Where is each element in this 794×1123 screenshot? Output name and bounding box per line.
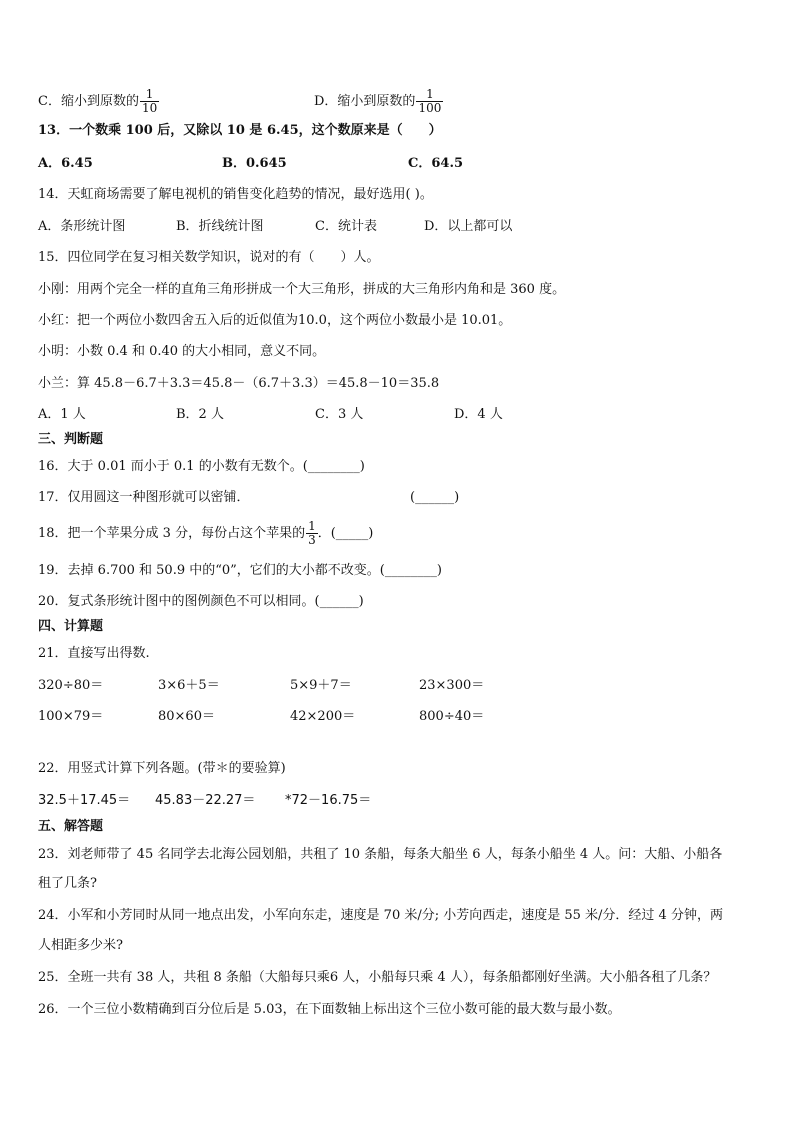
fraction-1-100 [416,88,443,115]
q23-line2: 租了几条? [38,876,97,891]
q14-option-d: D．以上都可以 [424,219,513,234]
q26-text: 26．一个三位小数精确到百分位后是 5.03，在下面数轴上标出这个三位小数可能的最大数与最小数。 [38,1002,621,1017]
q15-statement-xiaoming: 小明：小数 0.4 和 0.40 的大小相同，意义不同。 [38,344,326,359]
q23-line1: 23．刘老师带了 45 名同学去北海公园划船，共租了 10 条船，每条大船坐 6 人，每条小船坐 4 人。问：大船、小船各 [38,847,723,862]
q15-option-d: D．4 人 [454,407,503,422]
q20-text: 20．复式条形统计图中的图例颜色不可以相同。(______) [38,594,364,609]
q21-row2-item3: 42×200＝ [290,709,356,724]
q22-stem: 22．用竖式计算下列各题。(带＊的要验算) [38,761,286,776]
q21-row2-item4: 800÷40＝ [419,709,485,724]
fraction-numerator: 1 [308,519,316,533]
q18-post-text: ．(_____) [317,526,374,541]
q17-text: 17．仅用圆这一种图形就可以密铺． [38,490,250,505]
q13-option-b: B．0.645 [222,156,287,171]
q15-statement-xiaohong: 小红：把一个两位小数四舍五入后的近似值为10.0，这个两位小数最小是 10.01。 [38,313,512,328]
q17-answer-blank: (______) [410,490,460,505]
q21-row1-item1: 320÷80＝ [38,678,104,693]
q15-option-a: A．1 人 [38,407,86,422]
q21-row1-item2: 3×6＋5＝ [158,678,220,693]
q24-line1: 24．小军和小芳同时从同一地点出发，小军向东走，速度是 70 米/分; 小芳向西走，速度是 55 米/分．经过 4 分钟，两 [38,908,723,923]
fraction-denominator: 10 [141,101,158,115]
fraction-denominator: 3 [308,533,316,547]
q21-row1-item3: 5×9＋7＝ [290,678,352,693]
q15-statement-xiaogang: 小刚：用两个完全一样的直角三角形拼成一个大三角形，拼成的大三角形内角和是 360 度。 [38,282,566,297]
q14-option-c: C．统计表 [315,219,377,234]
q14-option-b: B．折线统计图 [176,219,264,234]
q13-stem: 13．一个数乘 100 后，又除以 10 是 6.45，这个数原来是（ ） [38,123,442,138]
q14-option-a: A．条形统计图 [38,219,126,234]
q25-text: 25．全班一共有 38 人，共租 8 条船（大船每只乘6 人，小船每只乘 4 人），每条船都刚好坐满。大小船各租了几条？ [38,970,717,985]
q14-stem: 14．天虹商场需要了解电视机的销售变化趋势的情况，最好选用( )。 [38,187,433,202]
fraction-1-3 [306,520,318,547]
q21-row2-item1: 100×79＝ [38,709,104,724]
q16-text: 16．大于 0.01 而小于 0.1 的小数有无数个。(________) [38,459,365,474]
q22-item1: 32.5＋17.45＝ [38,793,131,808]
q22-item3: *72－16.75＝ [285,793,372,808]
q22-item2: 45.83－22.27＝ [155,793,256,808]
section-title-judgement: 三、判断题 [38,432,104,447]
q18-pre-text: 18．把一个苹果分成 3 分，每份占这个苹果的 [38,526,306,541]
q15-statement-xiaolan: 小兰：算 45.8－6.7＋3.3＝45.8－（6.7＋3.3）＝45.8－10＝35.8 [38,376,440,391]
fraction-denominator: 100 [418,101,442,115]
q15-option-b: B．2 人 [176,407,224,422]
fraction-numerator: 1 [140,88,159,102]
q12-option-d-text: D．缩小到原数的 [314,94,416,109]
q18-text [38,520,373,547]
q12-option-c [38,88,159,115]
q12-option-c-text: C．缩小到原数的 [38,94,139,109]
fraction-1-10 [140,88,159,115]
q15-option-c: C．3 人 [315,407,364,422]
section-title-calculation: 四、计算题 [38,619,104,634]
q21-row2-item2: 80×60＝ [158,709,215,724]
q21-stem: 21．直接写出得数. [38,646,150,661]
q24-line2: 人相距多少米? [38,938,123,953]
q13-option-c: C．64.5 [408,156,464,171]
section-title-word-problems: 五、解答题 [38,819,104,834]
q21-row1-item4: 23×300＝ [419,678,485,693]
q19-text: 19．去掉 6.700 和 50.9 中的“0”，它们的大小都不改变。(________) [38,563,442,578]
fraction-numerator: 1 [416,88,443,102]
q13-option-a: A．6.45 [38,156,93,171]
q12-option-d [314,88,443,115]
q15-stem: 15．四位同学在复习相关数学知识，说对的有（ ）人。 [38,250,380,265]
